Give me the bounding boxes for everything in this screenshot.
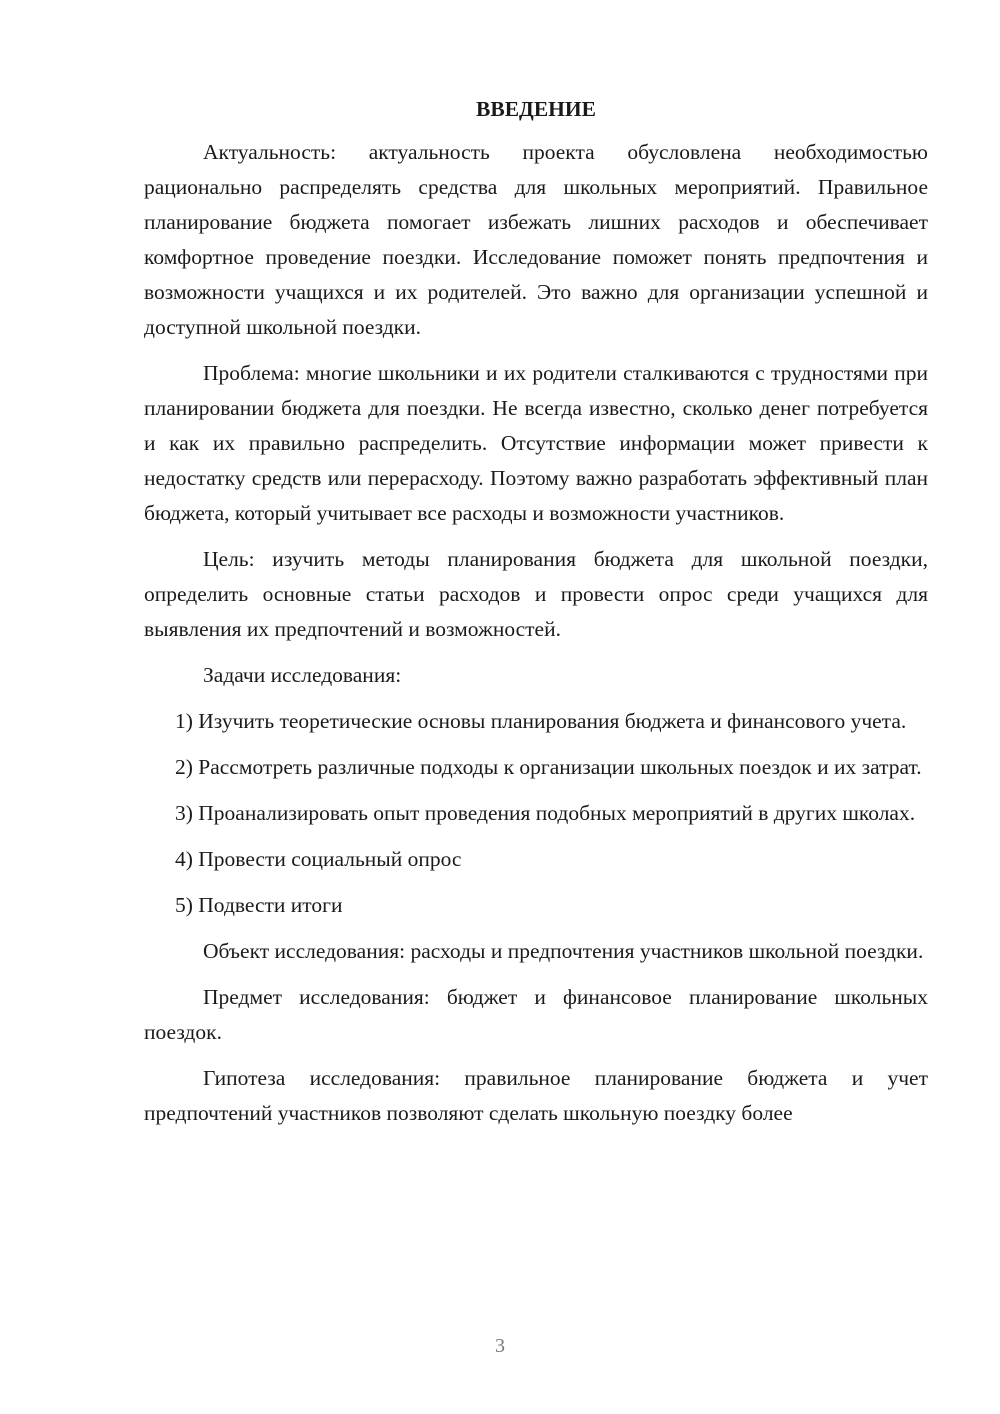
task-item-2: 2) Рассмотреть различные подходы к организации школьных поездок и их затрат. [175,755,922,779]
paragraph-problem: Проблема: многие школьники и их родители сталкиваются с трудностями при планировании бюджета для поездки. Не всегда известно, сколько денег потребуется и как их правильно распределить. Отсутствие информации может привести к недостатку средств или перерасходу. Поэтому важно разработать эффективный план бюджета, который учитывает все расходы и возможности участников. [144,361,928,525]
paragraph-object: Объект исследования: расходы и предпочтения участников школьной поездки. [203,939,924,963]
page-number: 3 [495,1335,505,1357]
page-title: ВВЕДЕНИЕ [476,97,596,121]
paragraph-hypothesis: Гипотеза исследования: правильное планирование бюджета и учет предпочтений участников позволяют сделать школьную поездку более [144,1066,928,1125]
task-item-5: 5) Подвести итоги [175,893,343,917]
task-item-1: 1) Изучить теоретические основы планирования бюджета и финансового учета. [175,709,907,733]
task-item-3: 3) Проанализировать опыт проведения подобных мероприятий в других школах. [175,801,916,825]
paragraph-tasks-heading: Задачи исследования: [203,663,402,687]
paragraph-goal: Цель: изучить методы планирования бюджета для школьной поездки, определить основные статьи расходов и провести опрос среди учащихся для выявления их предпочтений и возможностей. [144,547,928,641]
task-item-4: 4) Провести социальный опрос [175,847,462,871]
paragraph-subject: Предмет исследования: бюджет и финансовое планирование школьных поездок. [144,985,928,1044]
paragraph-relevance: Актуальность: актуальность проекта обусловлена необходимостью рационально распределять средства для школьных мероприятий. Правильное планирование бюджета помогает избежать лишних расходов и обеспечивает комфортное проведение поездки. Исследование поможет понять предпочтения и возможности учащихся и их родителей. Это важно для организации успешной и доступной школьной поездки. [144,140,928,339]
document-page [144,92,928,1131]
